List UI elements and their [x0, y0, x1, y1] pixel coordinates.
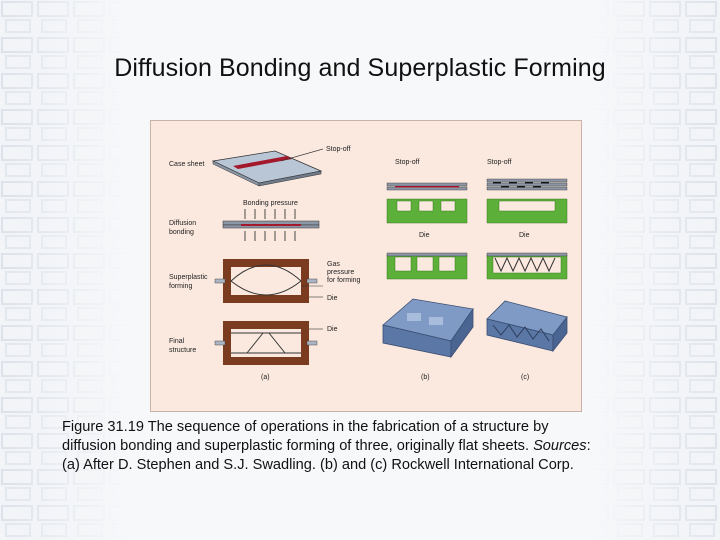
label-final: Final — [169, 338, 185, 345]
caption-colon: : — [586, 438, 591, 454]
formed-part-b — [383, 299, 473, 357]
label-die-a2: Die — [327, 326, 338, 333]
green-die-c2 — [487, 253, 567, 279]
case-sheet-illustration — [213, 151, 321, 186]
label-die-c: Die — [519, 232, 530, 239]
label-bonding: bonding — [169, 229, 194, 236]
stacked-sheets-b — [387, 183, 467, 190]
formed-part-c — [487, 301, 567, 351]
green-die-b1 — [387, 199, 467, 223]
superplastic-die-a — [215, 259, 317, 303]
label-die-a1: Die — [327, 295, 338, 302]
panel-label-c: (c) — [521, 374, 530, 381]
label-structure: structure — [169, 347, 197, 354]
caption-line-2-main: diffusion bonding and superplastic forming of three, originally flat sheets. — [62, 438, 534, 454]
label-superplastic: Superplastic — [169, 274, 208, 281]
process-figure — [150, 120, 582, 412]
green-die-c1 — [487, 199, 567, 223]
label-diffusion: Diffusion — [169, 220, 197, 227]
label-gas: Gas — [327, 261, 340, 268]
label-stop-off-b: Stop-off — [395, 159, 420, 166]
final-structure-die-a — [215, 321, 317, 365]
panel-label-b: (b) — [421, 374, 430, 381]
bonded-sheets — [223, 221, 319, 228]
figure-caption — [62, 418, 662, 475]
slide-title: Diffusion Bonding and Superplastic Forming — [114, 54, 606, 82]
label-case-sheet: Case sheet — [169, 161, 205, 168]
green-die-b2 — [387, 253, 467, 279]
caption-line-2 — [62, 437, 662, 456]
process-diagram — [151, 121, 581, 411]
label-pressure: pressure — [327, 269, 355, 276]
caption-sources-label: Sources — [533, 438, 587, 454]
label-stop-off-a: Stop-off — [326, 146, 351, 153]
stacked-sheets-c — [487, 179, 567, 190]
label-die-b: Die — [419, 232, 430, 239]
label-forming: forming — [169, 283, 193, 290]
label-for-forming: for forming — [327, 277, 361, 284]
caption-line-3: (a) After D. Stephen and S.J. Swadling. (b) and (c) Rockwell International Corp. — [62, 457, 574, 473]
label-bonding-pressure: Bonding pressure — [243, 200, 298, 207]
panel-label-a: (a) — [261, 374, 270, 381]
label-stop-off-c: Stop-off — [487, 159, 512, 166]
caption-line-1: Figure 31.19 The sequence of operations in the fabrication of a structure by — [62, 419, 549, 435]
